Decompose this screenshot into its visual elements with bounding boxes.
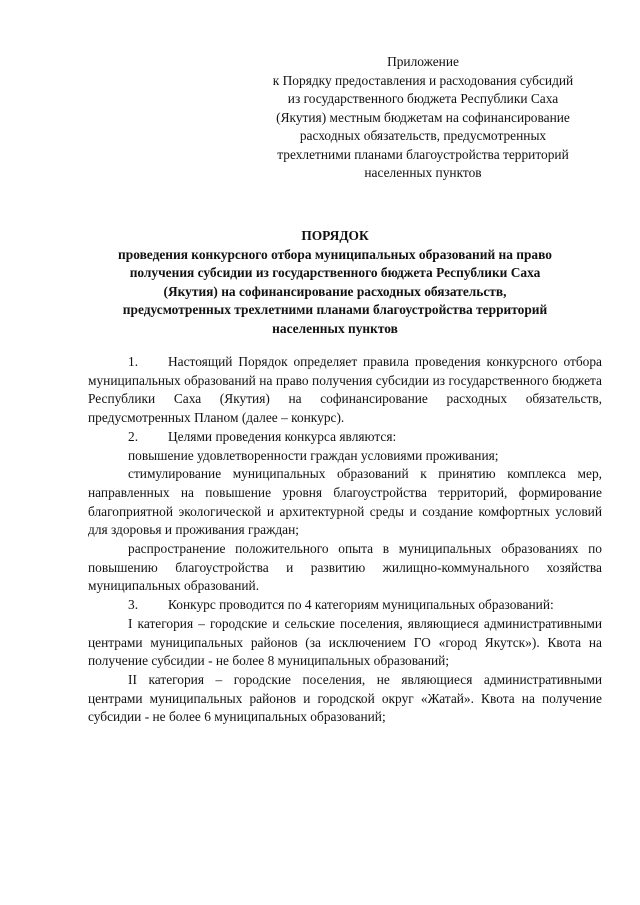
title-line: предусмотренных трехлетними планами благоустройства территорий [122,302,548,318]
paragraph-text: Конкурс проводится по 4 категориям муниципальных образований: [168,597,554,613]
appendix-line: населенных пунктов [364,165,482,180]
appendix-line: Приложение [387,54,459,69]
paragraph [88,465,602,540]
paragraph-number: 2. [128,428,139,444]
appendix-line: к Порядку предоставления и расходования субсидий [272,72,574,88]
appendix-line: (Якутия) местным бюджетам на софинансирование [276,109,570,125]
paragraph-number: 1. [128,354,139,369]
paragraph [88,447,602,466]
title-heading: ПОРЯДОК [301,228,369,243]
title-line: (Якутия) на софинансирование расходных обязательств, [163,283,507,299]
paragraph [88,428,602,447]
paragraph [88,540,602,596]
paragraph [88,353,602,428]
paragraph [88,615,602,671]
document-title [70,227,600,339]
document-body [88,353,602,727]
paragraph-text: II категория – городские поселения, не являющиеся административными центрами муниципальных районов и городской округ «Жатай». Квота на получение субсидии - не более 6 муниципальных образований; [88,671,602,725]
appendix-line: из государственного бюджета Республики Саха [287,91,559,106]
paragraph-text: Целями проведения конкурса являются: [168,428,397,444]
paragraph-text: стимулирование муниципальных образований к принятию комплекса мер, направленных на повышение уровня благоустройства территорий, формирование благоприятной экологической и архитектурной среды и создание комфортных условий для здоровья и проживания граждан; [88,466,602,538]
paragraph-number: 3. [128,597,139,613]
paragraph-text: распространение положительного опыта в муниципальных образованиях по повышению благоустройства и развитию жилищно-коммунального хозяйства муниципальных образований. [88,541,602,594]
paragraph [88,671,602,727]
title-line: населенных пунктов [272,320,398,336]
paragraph [88,596,602,615]
paragraph-text: повышение удовлетворенности граждан условиями проживания; [128,447,499,463]
paragraph-text: I категория – городские и сельские поселения, являющиеся административными центрами муниципальных районов (за исключением ГО «город Якутск»). Квота на получение субсидии - не более 8 муниципальных образований; [88,615,602,669]
paragraph-text: Настоящий Порядок определяет правила проведения конкурсного отбора муниципальных образований на право получения субсидии из государственного бюджета Республики Саха (Якутия) на софинансирование расходных обязательств, предусмотренных Планом (далее – конкурс). [88,354,602,426]
title-line: получения субсидии из государственного бюджета Республики Саха [129,265,541,281]
appendix-note [236,53,610,183]
appendix-line: трехлетними планами благоустройства территорий [277,146,569,162]
appendix-line: расходных обязательств, предусмотренных [299,128,547,143]
title-line: проведения конкурсного отбора муниципальных образований на право [118,246,552,262]
